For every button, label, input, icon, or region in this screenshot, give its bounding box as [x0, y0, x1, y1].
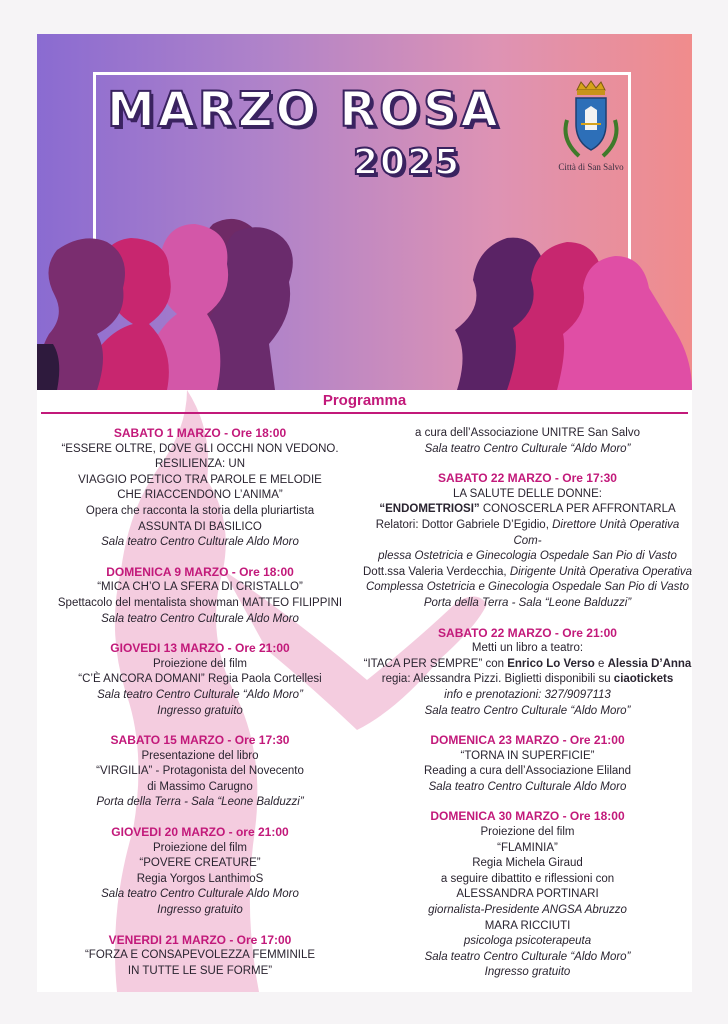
event-line-part: Direttore Unità Operativa Com- [513, 518, 680, 547]
event-line: “C’È ANCORA DOMANI” Regia Paola Cortellesi [78, 673, 322, 686]
event-line: giornalista-Presidente ANGSA Abruzzo [428, 904, 627, 917]
event-title-bold: “ENDOMETRIOSI” [379, 503, 480, 516]
event-line: Proiezione del film [153, 841, 247, 854]
event-line: a cura dell’Associazione UNITRE San Salvo [415, 427, 640, 439]
programme-heading: Programma [322, 392, 407, 409]
event-line: CHE RIACCENDONO L’ANIMA” [117, 489, 283, 502]
page-title: MARZO ROSA [107, 82, 501, 138]
event-venue: Porta della Terra - Sala “Leone Balduzzi” [423, 596, 632, 609]
event-venue: Sala teatro Centro Culturale “Aldo Moro” [424, 704, 631, 717]
event-line: VIAGGIO POETICO TRA PAROLE E MELODIE [78, 473, 322, 486]
event-line: a seguire dibattito e riflessioni con [440, 872, 615, 885]
event-block [37, 641, 363, 719]
event-line: “ESSERE OLTRE, DOVE GLI OCCHI NON VEDONO. RESILIENZA: UN [61, 442, 339, 471]
event-line [363, 518, 692, 549]
performer-name: Enrico Lo Verso [507, 657, 595, 670]
event-line-part: e [594, 657, 608, 670]
event-line: “FLAMINIA” [497, 841, 558, 854]
poster [37, 34, 692, 992]
event-line: LA SALUTE DELLE DONNE: [453, 487, 602, 500]
event-line-part: Relatori: Dottor Gabriele D’Egidio, [375, 518, 553, 531]
event-venue: Porta della Terra - Sala “Leone Balduzzi” [96, 796, 304, 809]
event-line: “MICA CH’O LA SFERA DI CRISTALLO” [97, 581, 303, 594]
event-line: ALESSANDRA PORTINARI [456, 888, 599, 901]
event-line: Opera che racconta la storia della pluriartista [85, 504, 315, 517]
event-venue: Sala teatro Centro Culturale Aldo Moro [101, 612, 299, 625]
event-block [37, 733, 363, 811]
event-line-part: Dott.ssa Valeria Verdecchia, [363, 565, 510, 578]
crest-caption: Città di San Salvo [558, 162, 624, 172]
event-line: Presentazione del libro [141, 749, 259, 762]
event-date: DOMENICA 30 MARZO - Ore 18:00 [430, 809, 625, 824]
event-date: SABATO 1 MARZO - Ore 18:00 [113, 426, 287, 440]
event-date: DOMENICA 23 MARZO - Ore 21:00 [430, 733, 625, 748]
event-entry-note: Ingresso gratuito [157, 704, 243, 717]
right-column [363, 426, 692, 992]
event-line: Proiezione del film [153, 657, 247, 670]
event-line: Proiezione del film [480, 826, 575, 839]
left-column [37, 426, 363, 992]
event-line-part: regia: Alessandra Pizzi. Biglietti disponibili su [381, 673, 614, 686]
event-line: Metti un libro a teatro: [471, 642, 584, 655]
event-line: Complessa Ostetricia e Ginecologia Ospedale San Pio di Vasto [365, 581, 690, 594]
event-line: Regia Michela Giraud [472, 857, 583, 870]
event-line: MARA RICCIUTI [484, 919, 571, 932]
event-line [363, 672, 692, 688]
programme-section [37, 390, 692, 992]
event-line [363, 502, 692, 518]
women-silhouettes-illustration [37, 184, 692, 390]
event-line-part: Dirigente Unità Operativa Operativa [509, 565, 692, 578]
event-date: VENERDI 21 MARZO - Ore 17:00 [108, 932, 292, 947]
event-date: SABATO 22 MARZO - Ore 17:30 [438, 471, 617, 486]
event-venue: Sala teatro Centro Culturale “Aldo Moro” [424, 442, 631, 455]
event-block [363, 809, 692, 981]
event-line: “POVERE CREATURE” [139, 857, 261, 870]
event-entry-note: Ingresso gratuito [484, 966, 571, 979]
event-continuation [363, 426, 692, 457]
event-line: ASSUNTA DI BASILICO [138, 520, 262, 533]
event-date: GIOVEDI 13 MARZO - Ore 21:00 [110, 641, 290, 656]
heading-divider [41, 412, 688, 414]
event-venue: Sala teatro Centro Culturale Aldo Moro [101, 888, 299, 901]
event-line: Reading a cura dell’Associazione Eliland [423, 765, 632, 778]
event-block [363, 733, 692, 795]
event-line: “TORNA IN SUPERFICIE” [460, 749, 595, 762]
event-line: Spettacolo del mentalista showman MATTEO FILIPPINI [57, 596, 343, 609]
event-venue: Sala teatro Centro Culturale “Aldo Moro” [424, 950, 631, 963]
event-block [37, 825, 363, 919]
event-date: SABATO 15 MARZO - Ore 17:30 [110, 733, 290, 748]
event-contact: info e prenotazioni: 327/9097113 [444, 688, 611, 701]
event-line: plessa Ostetricia e Ginecologia Ospedale San Pio di Vasto [378, 550, 677, 563]
event-line: IN TUTTE LE SUE FORME” [127, 964, 273, 977]
performer-name: Alessia D’Anna [607, 657, 692, 670]
event-line-part: CONOSCERLA PER AFFRONTARLA [479, 503, 676, 516]
event-block [37, 933, 363, 980]
ticket-site: ciaotickets [613, 673, 674, 686]
event-venue: Sala teatro Centro Culturale “Aldo Moro” [97, 688, 303, 701]
title-year: 2025 [353, 142, 462, 183]
event-date: GIOVEDI 20 MARZO - ore 21:00 [111, 825, 289, 840]
event-block [363, 626, 692, 720]
event-line: psicologa psicoterapeuta [463, 935, 592, 948]
event-block [363, 471, 692, 611]
event-line: di Massimo Carugno [147, 780, 253, 793]
event-line: “VIRGILIA” - Protagonista del Novecento [96, 765, 304, 778]
event-date: SABATO 22 MARZO - Ore 21:00 [438, 625, 617, 640]
event-line: Regia Yorgos LanthimoS [136, 872, 264, 885]
event-line [363, 657, 692, 673]
event-line: “FORZA E CONSAPEVOLEZZA FEMMINILE [84, 949, 316, 962]
event-line [363, 565, 692, 581]
event-venue: Sala teatro Centro Culturale Aldo Moro [428, 780, 627, 793]
event-entry-note: Ingresso gratuito [157, 904, 243, 917]
header-banner [37, 34, 692, 390]
event-venue: Sala teatro Centro Culturale Aldo Moro [101, 536, 299, 549]
event-block [37, 565, 363, 627]
event-date: DOMENICA 9 MARZO - Ore 18:00 [106, 564, 294, 579]
event-line-part: “ITACA PER SEMPRE” con [363, 657, 508, 670]
event-block [37, 426, 363, 551]
